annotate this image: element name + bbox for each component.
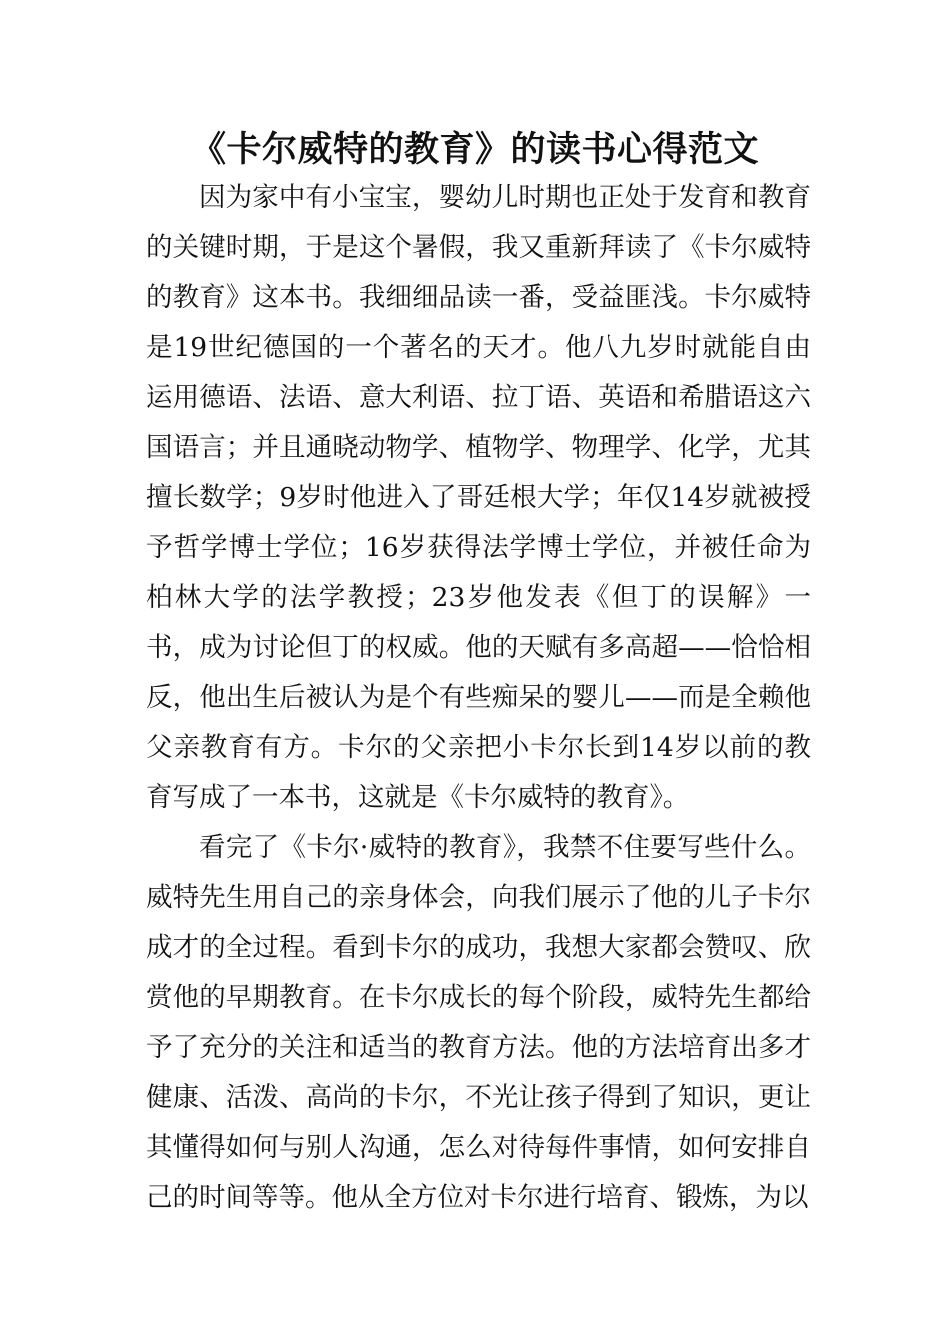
paragraph-1: 因为家中有小宝宝，婴幼儿时期也正处于发育和教育的关键时期，于是这个暑假，我又重新拜读了《卡尔威特的教育》这本书。我细细品读一番，受益匪浅。卡尔威特是19世纪德国的一个著名的天才。他八九岁时就能自由运用德语、法语、意大利语、拉丁语、英语和希腊语这六国语言；并且通晓动物学、植物学、物理学、化学，尤其擅长数学；9岁时他进入了哥廷根大学；年仅14岁就被授予哲学博士学位；16岁获得法学博士学位，并被任命为柏林大学的法学教授；23岁他发表《但丁的误解》一书，成为讨论但丁的权威。他的天赋有多高超——恰恰相反，他出生后被认为是个有些痴呆的婴儿——而是全赖他父亲教育有方。卡尔的父亲把小卡尔长到14岁以前的教育写成了一本书，这就是《卡尔威特的教育》。 — [146, 182, 811, 813]
document-title: 《卡尔威特的教育》的读书心得范文 — [190, 130, 759, 170]
paragraph-2: 看完了《卡尔·威特的教育》，我禁不住要写些什么。威特先生用自己的亲身体会，向我们展示了他的儿子卡尔成才的全过程。看到卡尔的成功，我想大家都会赞叹、欣赏他的早期教育。在卡尔成长的每个阶段，威特先生都给予了充分的关注和适当的教育方法。他的方法培育出多才健康、活泼、高尚的卡尔，不光让孩子得到了知识，更让其懂得如何与别人沟通，怎么对待每件事情，如何安排自己的时间等等。他从全方位对卡尔进行培育、锻炼，为以 — [146, 832, 811, 1213]
